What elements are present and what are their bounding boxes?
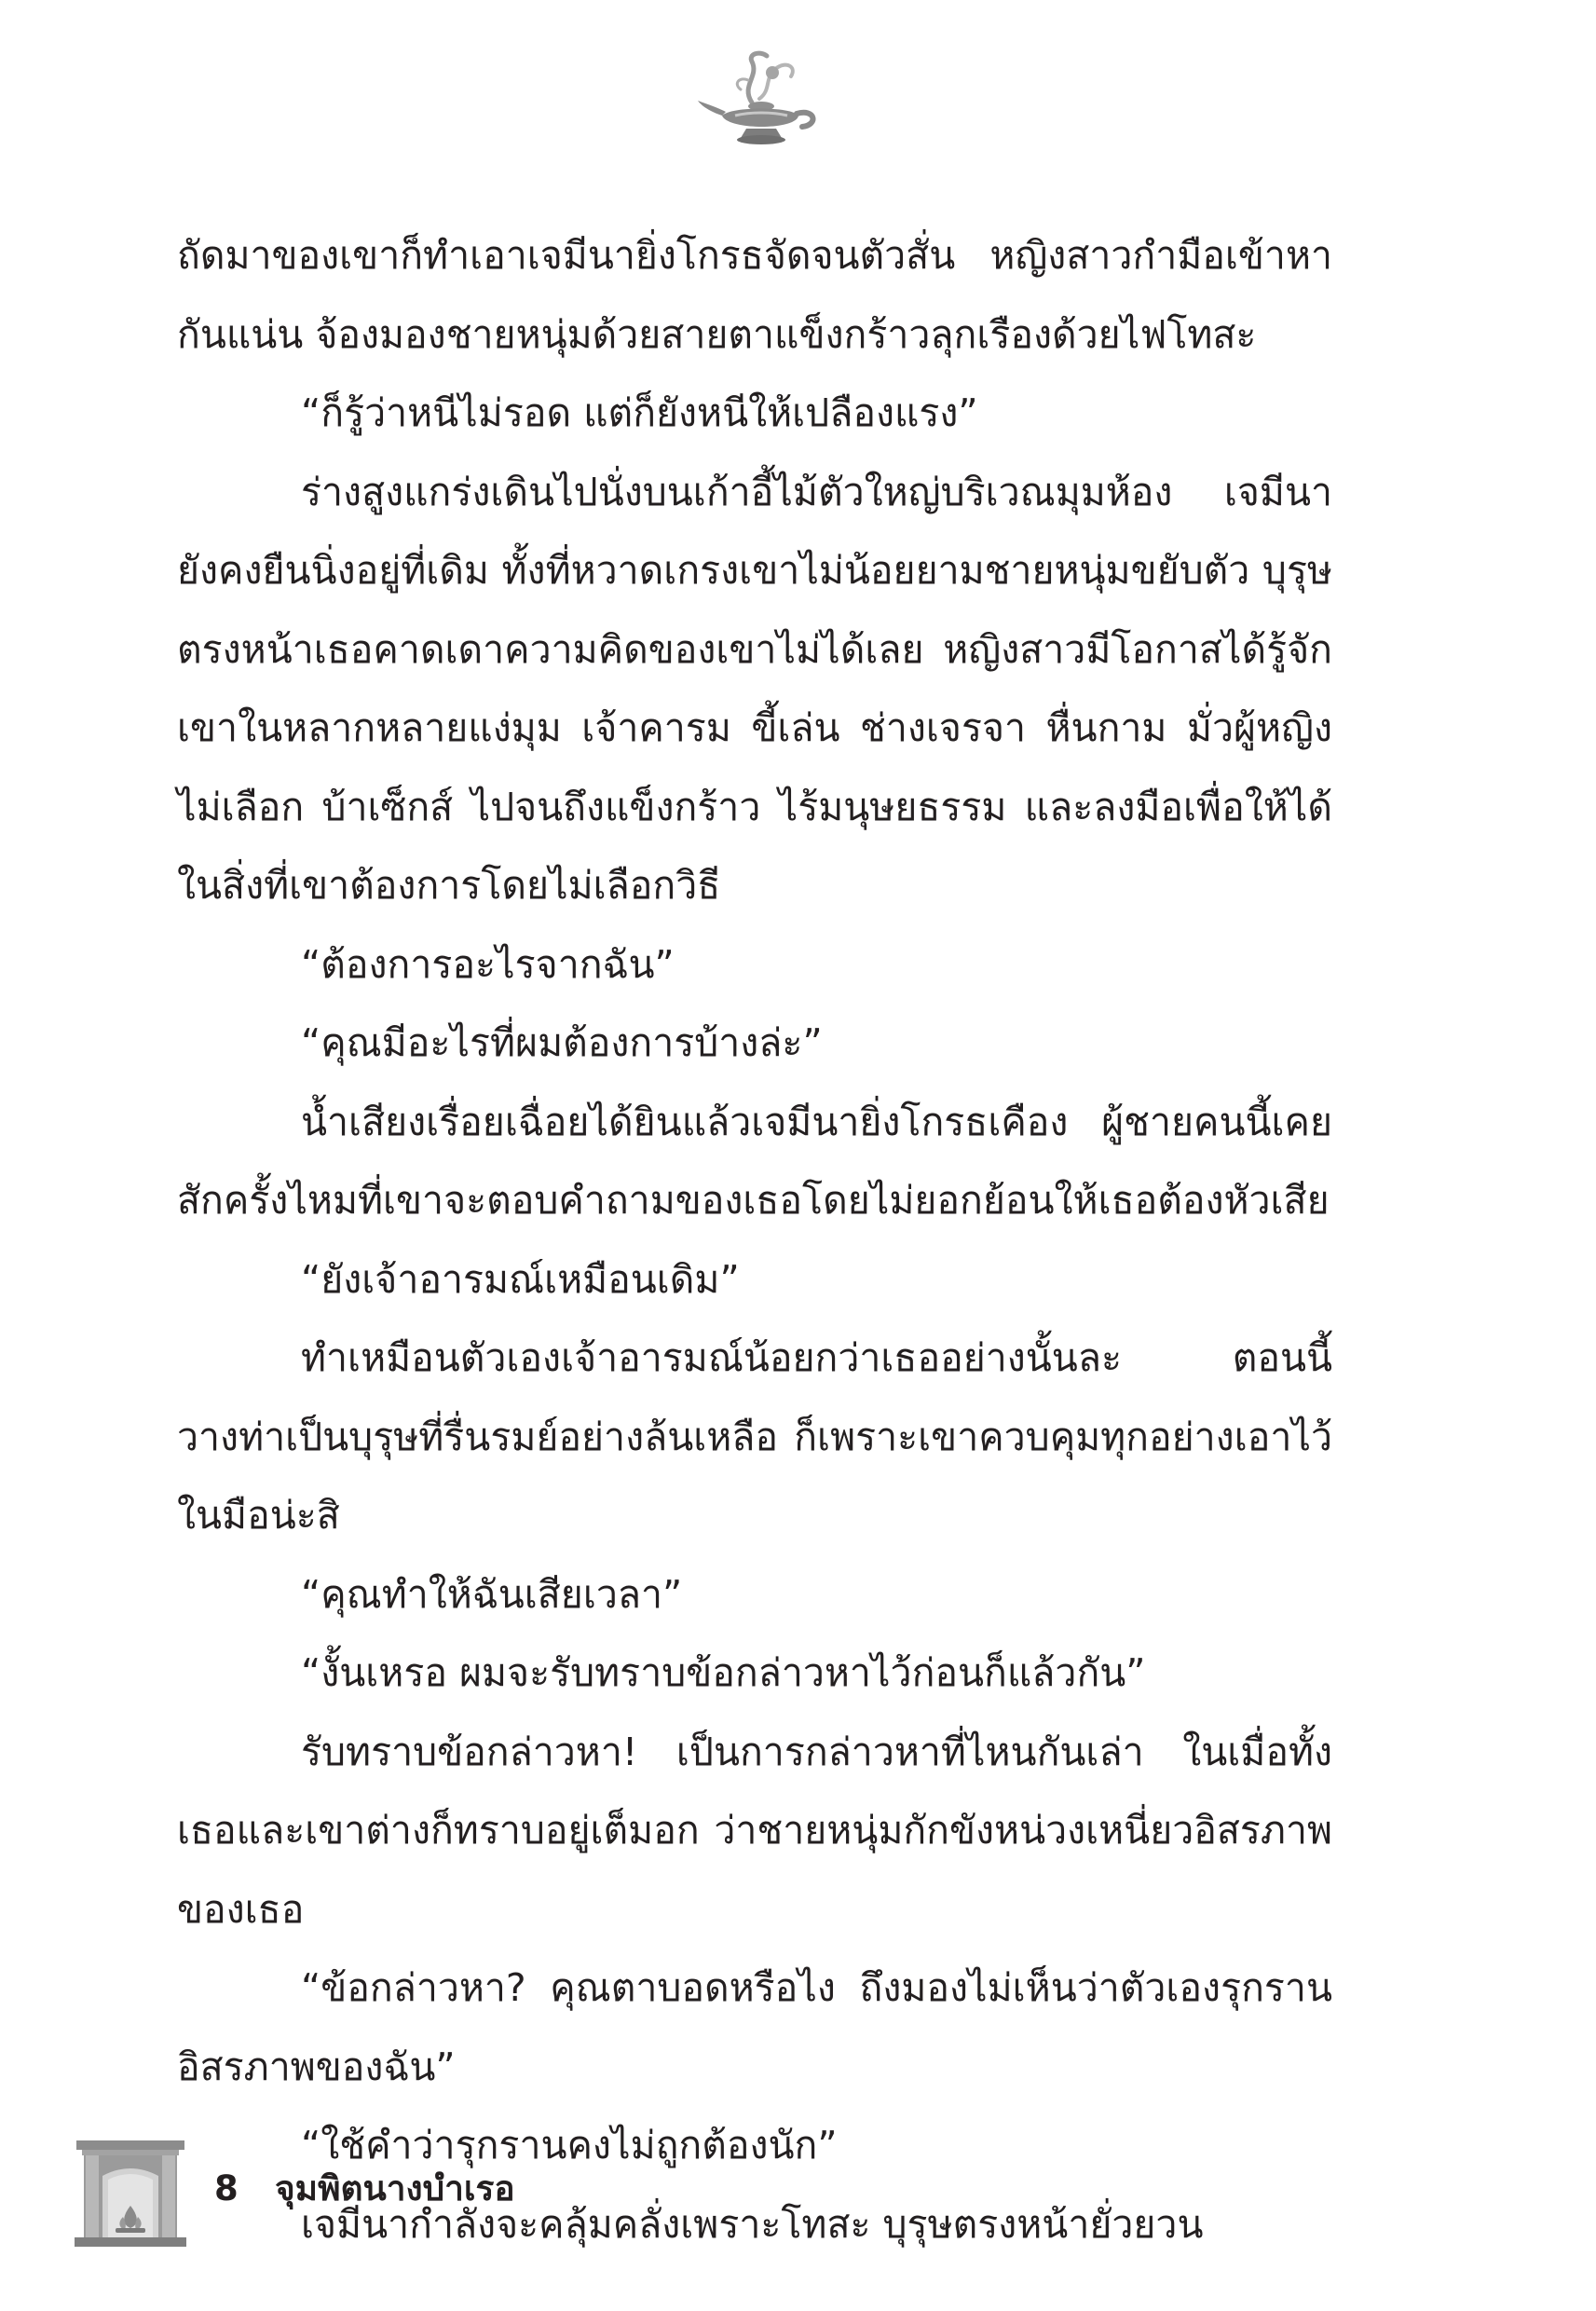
- page-footer: [75, 2127, 727, 2249]
- paragraph: “ยังเจ้าอารมณ์เหมือนเดิม”: [301, 1256, 740, 1302]
- paragraph: “ต้องการอะไรจากฉัน”: [301, 941, 675, 987]
- fireplace-icon: [75, 2127, 186, 2247]
- paragraph: “ใช้คำว่ารุกรานคงไม่ถูกต้องนัก”: [301, 2123, 838, 2167]
- paragraph: “งั้นเหรอ ผมจะรับทราบข้อกล่าวหาไว้ก่อนก็แล้วกัน”: [301, 1650, 1146, 1695]
- paragraph: ร่างสูงแกร่งเดินไปนั่งบนเก้าอี้ไม้ตัวใหญ่บริเวณมุมห้อง เจมีนายังคงยืนนิ่งอยู่ที่เดิม ทั้งที่หวาดเกรงเขาไม่น้อยยามชายหนุ่มขยับตัว บุรุษตรงหน้าเธอคาดเดาความคิดของเขาไม่ได้เลย หญิงสาวมีโอกาสได้รู้จักเขาในหลากหลายแง่มุม เจ้าคารม ขี้เล่น ช่างเจรจา หื่นกาม มั่วผู้หญิงไม่เลือก บ้าเซ็กส์ ไปจนถึงแข็งกร้าว ไร้มนุษยธรรม และลงมือเพื่อให้ได้ในสิ่งที่เขาต้องการโดยไม่เลือกวิธี: [177, 469, 1332, 908]
- paragraph: “คุณมีอะไรที่ผมต้องการบ้างล่ะ”: [301, 1020, 823, 1065]
- genie-lamp-icon: [694, 48, 825, 151]
- paragraph: เจมีนากำลังจะคลุ้มคลั่งเพราะโทสะ บุรุษตรงหน้ายั่วยวน: [301, 2201, 1204, 2247]
- paragraph: ถัดมาของเขาก็ทำเอาเจมีนายิ่งโกรธจัดจนตัวสั่น หญิงสาวกำมือเข้าหากันแน่น จ้องมองชายหนุ่มด้วยสายตาแข็งกร้าวลุกเรืองด้วยไฟโทสะ: [177, 233, 1332, 357]
- page-number: 8: [214, 2168, 239, 2208]
- paragraph: “ข้อกล่าวหา? คุณตาบอดหรือไง ถึงมองไม่เห็นว่าตัวเองรุกรานอิสรภาพของฉัน”: [177, 1965, 1332, 2089]
- paragraph: “คุณทำให้ฉันเสียเวลา”: [301, 1571, 683, 1617]
- paragraph: รับทราบข้อกล่าวหา! เป็นการกล่าวหาที่ไหนกันเล่า ในเมื่อทั้งเธอและเขาต่างก็ทราบอยู่เต็มอก ว่าชายหนุ่มกักขังหน่วงเหนี่ยวอิสรภาพของเธอ: [177, 1729, 1332, 1932]
- body-text: [177, 216, 1332, 2263]
- paragraph: “ก็รู้ว่าหนีไม่รอด แต่ก็ยังหนีให้เปลืองแรง”: [301, 390, 978, 435]
- paragraph: น้ำเสียงเรื่อยเฉื่อยได้ยินแล้วเจมีนายิ่งโกรธเคือง ผู้ชายคนนี้เคยสักครั้งไหมที่เขาจะตอบคำถามของเธอโดยไม่ยอกย้อนให้เธอต้องหัวเสีย: [177, 1099, 1332, 1223]
- book-title: จุมพิตนางบำเรอ: [275, 2168, 515, 2208]
- paragraph: ทำเหมือนตัวเองเจ้าอารมณ์น้อยกว่าเธออย่างนั้นละ ตอนนี้วางท่าเป็นบุรุษที่รื่นรมย์อย่างล้นเหลือ ก็เพราะเขาควบคุมทุกอย่างเอาไว้ในมือน่ะสิ: [177, 1335, 1332, 1538]
